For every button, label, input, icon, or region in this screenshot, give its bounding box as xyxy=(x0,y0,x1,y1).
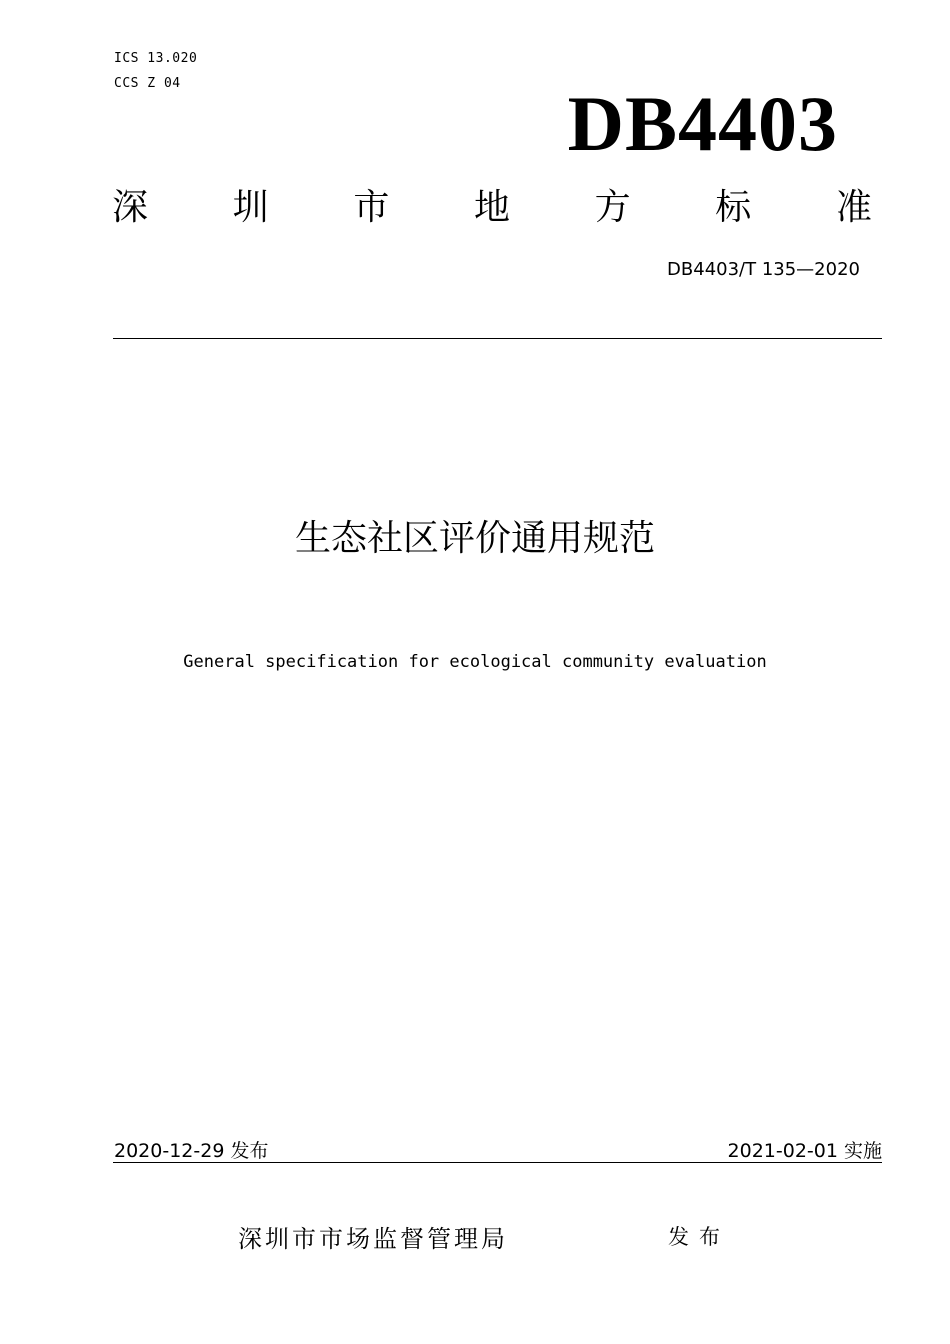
implement-date: 2021-02-01 实施 xyxy=(727,1140,882,1162)
standard-type-heading xyxy=(112,186,872,230)
header-divider xyxy=(113,338,882,339)
standard-type-char: 标 xyxy=(715,187,752,228)
document-title-english: General specification for ecological community evaluation xyxy=(183,652,767,672)
standard-code-logo: DB4403 xyxy=(567,80,838,167)
ics-code: ICS 13.020 xyxy=(114,51,198,66)
standard-type-char: 地 xyxy=(473,187,510,228)
standard-type-char: 深 xyxy=(112,187,149,228)
standard-type-char: 圳 xyxy=(232,187,269,228)
standard-type-char: 方 xyxy=(594,187,631,228)
standard-number: DB4403/T 135—2020 xyxy=(667,259,860,280)
issuing-authority: 深圳市市场监督管理局 xyxy=(238,1225,508,1253)
footer-divider xyxy=(113,1162,882,1163)
document-title-chinese: 生态社区评价通用规范 xyxy=(294,518,655,559)
ccs-code: CCS Z 04 xyxy=(114,76,181,91)
standard-type-char: 市 xyxy=(353,187,390,228)
publish-date: 2020-12-29 发布 xyxy=(114,1140,269,1162)
standard-type-char: 准 xyxy=(835,187,872,228)
issue-label: 发布 xyxy=(668,1225,730,1249)
